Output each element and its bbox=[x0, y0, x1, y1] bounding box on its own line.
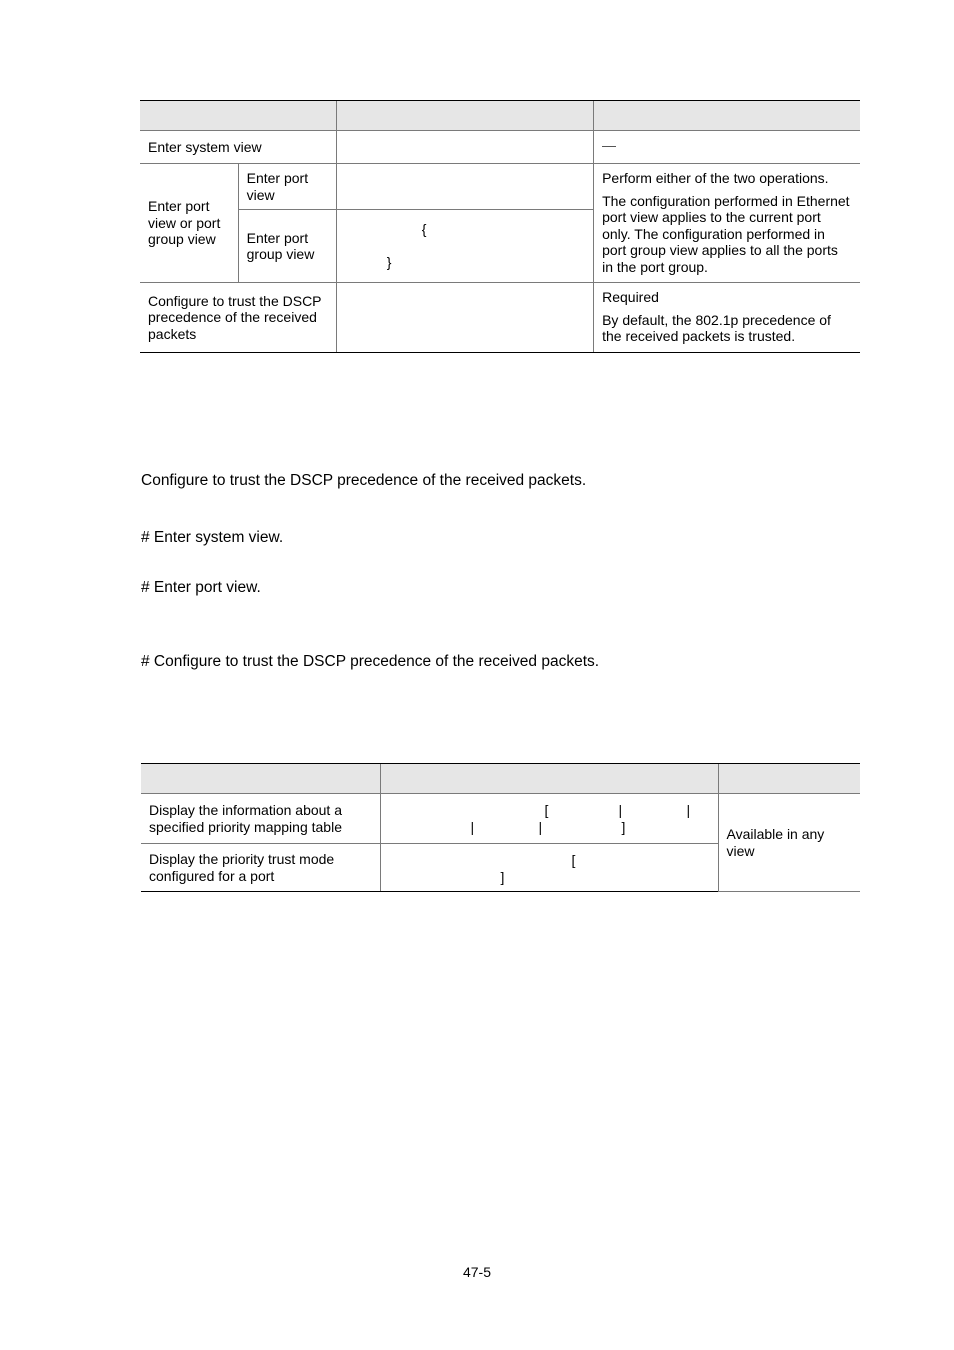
command-cell bbox=[336, 283, 593, 353]
page-number: 47-5 bbox=[462, 1264, 492, 1280]
dash-remark bbox=[602, 146, 616, 147]
remarks-cell: Perform either of the two operations. The configuration performed in Ethernet port view applies to the current port only. The configuration performed in port group view applies to all the ports in the port group. bbox=[594, 164, 860, 283]
operation-cell: Display the information about a specified priority mapping table bbox=[141, 794, 380, 844]
table-row bbox=[140, 131, 860, 164]
header-cell-operation bbox=[141, 764, 380, 794]
table-header-row bbox=[141, 764, 860, 794]
command-cell: [ ] bbox=[380, 844, 718, 892]
command-cell: { } bbox=[336, 210, 593, 283]
paragraph: Configure to trust the DSCP precedence of the received packets. bbox=[141, 472, 587, 489]
operation-cell: Display the priority trust mode configured for a port bbox=[141, 844, 380, 892]
header-cell-remarks bbox=[594, 101, 860, 131]
operation-group-cell: Enter port view or port group view bbox=[140, 164, 238, 283]
header-cell-command bbox=[336, 101, 593, 131]
table-row bbox=[140, 283, 860, 353]
table-row bbox=[140, 164, 860, 210]
header-cell-remarks bbox=[718, 764, 860, 794]
display-commands-table bbox=[141, 763, 860, 892]
remarks-cell bbox=[594, 131, 860, 164]
sub-operation-cell: Enter port group view bbox=[238, 210, 336, 283]
paragraph: # Enter port view. bbox=[141, 579, 261, 596]
operation-cell: Enter system view bbox=[140, 131, 336, 164]
header-cell-operation bbox=[140, 101, 336, 131]
sub-operation-cell: Enter port view bbox=[238, 164, 336, 210]
table-row bbox=[141, 794, 860, 844]
configuration-table bbox=[140, 100, 860, 353]
paragraph: # Enter system view. bbox=[141, 529, 284, 546]
command-cell bbox=[336, 131, 593, 164]
operation-cell: Configure to trust the DSCP precedence of the received packets bbox=[140, 283, 336, 353]
remarks-cell: Required By default, the 802.1p precedence of the received packets is trusted. bbox=[594, 283, 860, 353]
table-header-row bbox=[140, 101, 860, 131]
header-cell-command bbox=[380, 764, 718, 794]
command-cell: [ | | | | ] bbox=[380, 794, 718, 844]
command-cell bbox=[336, 164, 593, 210]
remarks-cell: Available in any view bbox=[718, 794, 860, 892]
paragraph: # Configure to trust the DSCP precedence of the received packets. bbox=[141, 653, 600, 670]
